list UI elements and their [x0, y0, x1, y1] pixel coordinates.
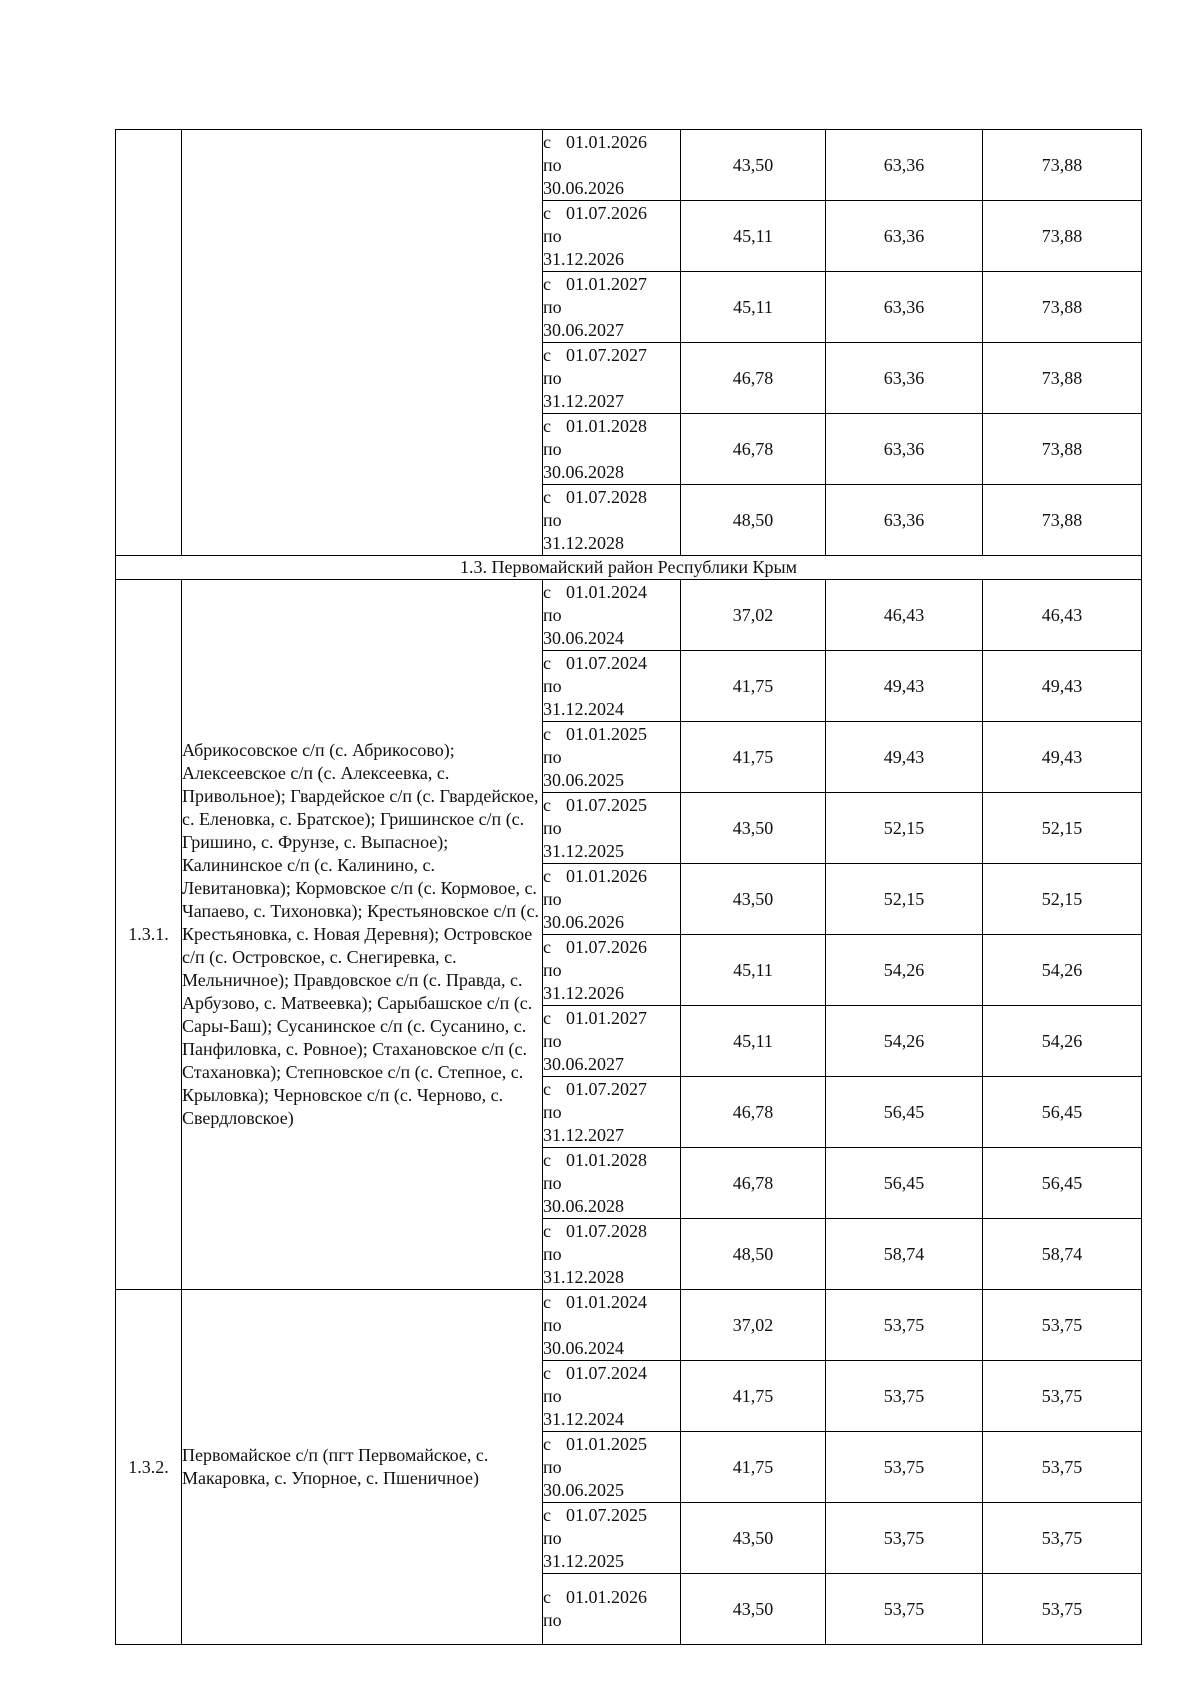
date-to: 30.06.2027: [543, 319, 624, 340]
period-cell: [543, 1361, 681, 1432]
tariff-value-2: 49,43: [826, 722, 983, 793]
to-prefix: по: [543, 438, 562, 459]
from-prefix: с: [543, 486, 551, 507]
tariff-value-1: 37,02: [681, 1290, 826, 1361]
from-prefix: с: [543, 131, 551, 152]
period-from: [543, 1504, 680, 1527]
to-prefix: по: [543, 509, 562, 530]
date-from: 01.01.2026: [566, 1587, 647, 1607]
period-from: [543, 415, 680, 438]
from-prefix: с: [543, 1433, 551, 1454]
settlement-list: Первомайское с/п (пгт Первомайское, с. Макаровка, с. Упорное, с. Пшеничное): [182, 1290, 543, 1645]
tariff-value-2: 63,36: [826, 130, 983, 201]
period-from: [543, 581, 680, 604]
date-to: 30.06.2025: [543, 1479, 624, 1500]
tariff-value-3: 53,75: [983, 1290, 1142, 1361]
date-from: 01.07.2025: [566, 794, 647, 815]
tariff-value-2: 63,36: [826, 485, 983, 556]
date-from: 01.01.2025: [566, 1433, 647, 1454]
to-prefix: по: [543, 154, 562, 175]
date-from: 01.07.2027: [566, 344, 647, 365]
period-from: [543, 486, 680, 509]
date-to: 31.12.2026: [543, 248, 624, 269]
period-cell: [543, 343, 681, 414]
tariff-value-1: 48,50: [681, 485, 826, 556]
period-from: [543, 1220, 680, 1243]
tariff-value-3: 73,88: [983, 485, 1142, 556]
period-cell: [543, 1290, 681, 1361]
date-to: 31.12.2024: [543, 698, 624, 719]
from-prefix: с: [543, 652, 551, 673]
period-cell: [543, 1148, 681, 1219]
tariff-value-3: 52,15: [983, 793, 1142, 864]
tariff-value-3: 53,75: [983, 1432, 1142, 1503]
date-from: 01.07.2027: [566, 1078, 647, 1099]
tariff-value-1: 46,78: [681, 1077, 826, 1148]
tariff-table-body: [116, 130, 1142, 1645]
tariff-value-2: 56,45: [826, 1077, 983, 1148]
period-from: [543, 652, 680, 675]
period-cell: [543, 272, 681, 343]
period-cell: [543, 1432, 681, 1503]
period-from: [543, 794, 680, 817]
table-row: [116, 1290, 1142, 1361]
tariff-value-1: 43,50: [681, 864, 826, 935]
from-prefix: с: [543, 865, 551, 886]
tariff-value-3: 49,43: [983, 651, 1142, 722]
tariff-value-3: 73,88: [983, 130, 1142, 201]
date-to: 30.06.2024: [543, 1337, 624, 1358]
tariff-value-1: 41,75: [681, 651, 826, 722]
row-number: 1.3.2.: [116, 1290, 182, 1645]
to-prefix: по: [543, 746, 562, 767]
tariff-value-2: 53,75: [826, 1361, 983, 1432]
table-row: [116, 130, 1142, 201]
to-prefix: по: [543, 1527, 562, 1548]
tariff-value-2: 54,26: [826, 935, 983, 1006]
period-cell: [543, 793, 681, 864]
from-prefix: с: [543, 1587, 551, 1607]
to-prefix: по: [543, 367, 562, 388]
period-from: [543, 273, 680, 296]
period-from: [543, 723, 680, 746]
tariff-value-1: 37,02: [681, 580, 826, 651]
tariff-value-2: 53,75: [826, 1290, 983, 1361]
tariff-value-1: 41,75: [681, 722, 826, 793]
tariff-value-2: 63,36: [826, 272, 983, 343]
period-cell: [543, 1219, 681, 1290]
date-to: 30.06.2025: [543, 769, 624, 790]
to-prefix: по: [543, 604, 562, 625]
from-prefix: с: [543, 581, 551, 602]
row-number: 1.3.1.: [116, 580, 182, 1290]
date-from: 01.07.2026: [566, 202, 647, 223]
period-from: [543, 1433, 680, 1456]
tariff-value-3: 73,88: [983, 414, 1142, 485]
period-cell: [543, 201, 681, 272]
tariff-value-1: 46,78: [681, 414, 826, 485]
to-prefix: по: [543, 888, 562, 909]
tariff-value-3: 53,75: [983, 1503, 1142, 1574]
tariff-value-1: 46,78: [681, 343, 826, 414]
tariff-value-1: 48,50: [681, 1219, 826, 1290]
tariff-value-3: 73,88: [983, 201, 1142, 272]
to-prefix: по: [543, 296, 562, 317]
date-to: 31.12.2028: [543, 1266, 624, 1287]
tariff-value-2: 54,26: [826, 1006, 983, 1077]
period-from: [543, 865, 680, 888]
tariff-value-3: 73,88: [983, 272, 1142, 343]
date-to: 30.06.2026: [543, 177, 624, 198]
tariff-value-1: 41,75: [681, 1432, 826, 1503]
date-from: 01.01.2027: [566, 273, 647, 294]
tariff-value-3: 52,15: [983, 864, 1142, 935]
period-from: [543, 936, 680, 959]
tariff-value-1: 45,11: [681, 1006, 826, 1077]
tariff-value-2: 53,75: [826, 1503, 983, 1574]
tariff-table: [115, 129, 1142, 1645]
date-to: 31.12.2026: [543, 982, 624, 1003]
period-from: [543, 1149, 680, 1172]
tariff-value-2: 53,75: [826, 1574, 983, 1645]
to-prefix: по: [543, 1385, 562, 1406]
tariff-value-3: 46,43: [983, 580, 1142, 651]
date-from: 01.01.2024: [566, 581, 647, 602]
tariff-value-2: 53,75: [826, 1432, 983, 1503]
period-cell: [543, 935, 681, 1006]
date-to: 30.06.2028: [543, 1195, 624, 1216]
tariff-value-2: 63,36: [826, 414, 983, 485]
date-from: 01.07.2026: [566, 936, 647, 957]
tariff-value-2: 63,36: [826, 201, 983, 272]
period-from: [543, 1362, 680, 1385]
period-cell: [543, 1503, 681, 1574]
from-prefix: с: [543, 723, 551, 744]
period-from: [543, 1078, 680, 1101]
to-prefix: по: [543, 1172, 562, 1193]
period-cell: [543, 1077, 681, 1148]
from-prefix: с: [543, 1220, 551, 1241]
tariff-value-1: 45,11: [681, 272, 826, 343]
period-cell: [543, 722, 681, 793]
tariff-value-3: 53,75: [983, 1574, 1142, 1645]
date-from: 01.07.2024: [566, 652, 647, 673]
date-from: 01.07.2024: [566, 1362, 647, 1383]
tariff-value-3: 56,45: [983, 1148, 1142, 1219]
from-prefix: с: [543, 794, 551, 815]
date-from: 01.01.2025: [566, 723, 647, 744]
row-number: [116, 130, 182, 556]
from-prefix: с: [543, 936, 551, 957]
to-prefix: по: [543, 1610, 562, 1630]
from-prefix: с: [543, 1504, 551, 1525]
tariff-value-3: 54,26: [983, 935, 1142, 1006]
period-cell: [543, 130, 681, 201]
tariff-value-3: 73,88: [983, 343, 1142, 414]
tariff-value-2: 58,74: [826, 1219, 983, 1290]
date-from: 01.07.2028: [566, 1220, 647, 1241]
from-prefix: с: [543, 344, 551, 365]
period-cell: [543, 580, 681, 651]
date-from: 01.07.2025: [566, 1504, 647, 1525]
period-from: [543, 131, 680, 154]
to-prefix: по: [543, 817, 562, 838]
tariff-value-2: 52,15: [826, 864, 983, 935]
period-cell: [543, 1574, 681, 1645]
section-title: 1.3. Первомайский район Республики Крым: [116, 556, 1142, 580]
from-prefix: с: [543, 273, 551, 294]
from-prefix: с: [543, 1007, 551, 1028]
from-prefix: с: [543, 1362, 551, 1383]
tariff-value-2: 46,43: [826, 580, 983, 651]
date-to: 31.12.2028: [543, 532, 624, 553]
to-prefix: по: [543, 675, 562, 696]
date-to: 31.12.2024: [543, 1408, 624, 1429]
tariff-value-1: 45,11: [681, 935, 826, 1006]
date-to: 31.12.2025: [543, 840, 624, 861]
to-prefix: по: [543, 959, 562, 980]
period-cell: [543, 651, 681, 722]
settlement-list: [182, 130, 543, 556]
tariff-value-2: 49,43: [826, 651, 983, 722]
from-prefix: с: [543, 415, 551, 436]
date-to: 31.12.2027: [543, 390, 624, 411]
date-from: 01.01.2024: [566, 1291, 647, 1312]
date-from: 01.01.2026: [566, 131, 647, 152]
tariff-value-1: 46,78: [681, 1148, 826, 1219]
from-prefix: с: [543, 1078, 551, 1099]
tariff-value-2: 52,15: [826, 793, 983, 864]
to-prefix: по: [543, 225, 562, 246]
tariff-value-3: 58,74: [983, 1219, 1142, 1290]
tariff-value-1: 43,50: [681, 130, 826, 201]
from-prefix: с: [543, 1291, 551, 1312]
period-from: [543, 344, 680, 367]
date-to: 30.06.2028: [543, 461, 624, 482]
date-from: 01.01.2026: [566, 865, 647, 886]
tariff-value-1: 43,50: [681, 1574, 826, 1645]
tariff-value-1: 45,11: [681, 201, 826, 272]
date-from: 01.01.2028: [566, 1149, 647, 1170]
to-prefix: по: [543, 1101, 562, 1122]
to-prefix: по: [543, 1030, 562, 1051]
tariff-value-2: 56,45: [826, 1148, 983, 1219]
date-from: 01.01.2027: [566, 1007, 647, 1028]
period-cell: [543, 1006, 681, 1077]
date-to: 30.06.2027: [543, 1053, 624, 1074]
tariff-value-2: 63,36: [826, 343, 983, 414]
from-prefix: с: [543, 202, 551, 223]
period-cell: [543, 485, 681, 556]
tariff-value-1: 43,50: [681, 1503, 826, 1574]
tariff-value-3: 49,43: [983, 722, 1142, 793]
tariff-value-1: 41,75: [681, 1361, 826, 1432]
to-prefix: по: [543, 1456, 562, 1477]
section-row: [116, 556, 1142, 580]
table-row: [116, 580, 1142, 651]
tariff-value-1: 43,50: [681, 793, 826, 864]
period-from: [543, 1007, 680, 1030]
tariff-value-3: 56,45: [983, 1077, 1142, 1148]
period-from: [543, 202, 680, 225]
date-from: 01.01.2028: [566, 415, 647, 436]
period-from: [543, 1586, 680, 1609]
from-prefix: с: [543, 1149, 551, 1170]
to-prefix: по: [543, 1314, 562, 1335]
to-prefix: по: [543, 1243, 562, 1264]
period-from: [543, 1291, 680, 1314]
period-cell: [543, 414, 681, 485]
tariff-value-3: 53,75: [983, 1361, 1142, 1432]
date-to: 30.06.2024: [543, 627, 624, 648]
tariff-value-3: 54,26: [983, 1006, 1142, 1077]
date-to: 31.12.2027: [543, 1124, 624, 1145]
settlement-list: Абрикосовское с/п (с. Абрикосово); Алексеевское с/п (с. Алексеевка, с. Привольное); Гвардейское с/п (с. Гвардейское, с. Еленовка, с. Братское); Гришинское с/п (с. Гришино, с. Фрунзе, с. Выпасное); Калининское с/п (с. Калинино, с. Левитановка); Кормовское с/п (с. Кормовое, с. Чапаево, с. Тихоновка); Крестьяновское с/п (с. Крестьяновка, с. Новая Деревня); Островское с/п (с. Островское, с. Снегиревка, с. Мельничное); Правдовское с/п (с. Правда, с. Арбузово, с. Матвеевка); Сарыбашское с/п (с. Сары-Баш); Сусанинское с/п (с. Сусанино, с. Панфиловка, с. Ровное); Стахановское с/п (с. Стахановка); Степновское с/п (с. Степное, с. Крыловка); Черновское с/п (с. Черново, с. Свердловское): [182, 580, 543, 1290]
date-to: 31.12.2025: [543, 1550, 624, 1571]
date-to: 30.06.2026: [543, 911, 624, 932]
date-from: 01.07.2028: [566, 486, 647, 507]
period-cell: [543, 864, 681, 935]
